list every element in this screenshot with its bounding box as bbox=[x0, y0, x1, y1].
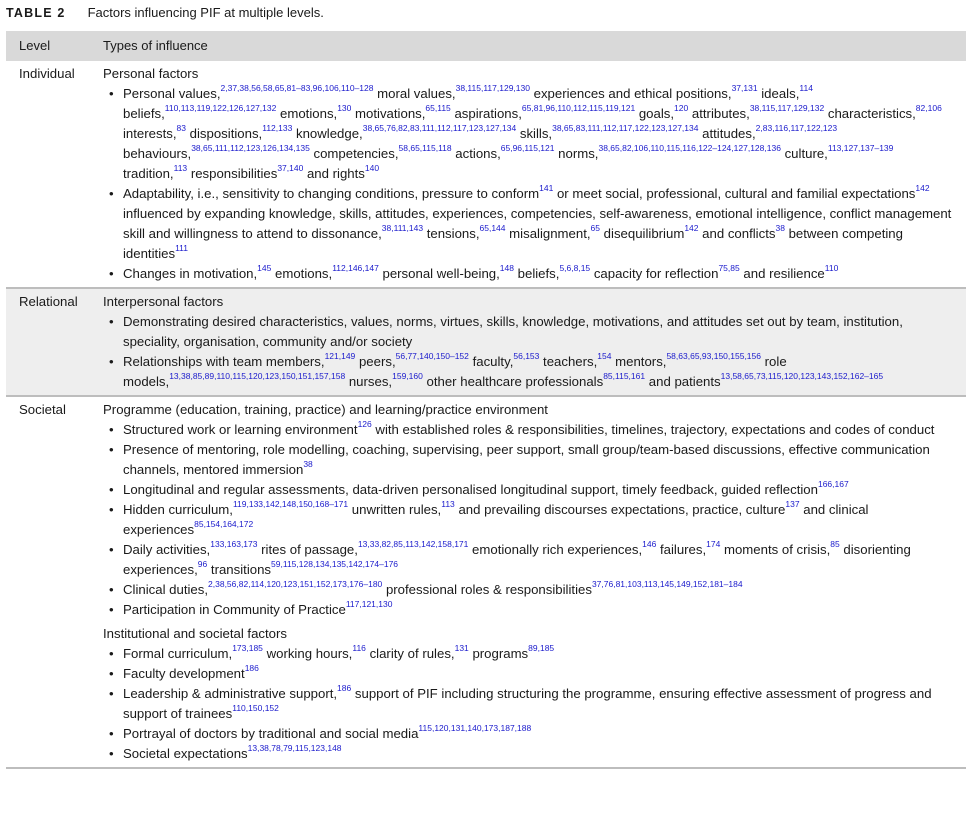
header-level: Level bbox=[19, 38, 51, 53]
item-text: Leadership & administrative support, bbox=[123, 686, 338, 701]
citation-ref[interactable]: 186 bbox=[244, 663, 259, 673]
citation-ref[interactable]: 166,167 bbox=[817, 479, 849, 489]
item-text: ideals, bbox=[757, 86, 800, 101]
item-text: capacity for reflection bbox=[590, 266, 719, 281]
item-text: support of PIF including structuring the programme, ensuring effective assessment of progress and support of trainees bbox=[123, 686, 932, 721]
citation-ref[interactable]: 82,106 bbox=[915, 103, 942, 113]
item-text: Relationships with team members, bbox=[123, 354, 325, 369]
item-text: experiences and ethical positions, bbox=[529, 86, 732, 101]
list-item bbox=[123, 580, 959, 600]
influence-cell bbox=[103, 397, 959, 767]
citation-ref[interactable]: 56,77,140,150–152 bbox=[395, 351, 469, 361]
list-item bbox=[123, 84, 959, 184]
list-item bbox=[123, 352, 959, 392]
item-text: and rights bbox=[303, 166, 365, 181]
item-text: Structured work or learning environment bbox=[123, 422, 358, 437]
citation-ref[interactable]: 112,133 bbox=[262, 123, 293, 133]
list-item bbox=[123, 744, 959, 764]
citation-ref[interactable]: 37,76,81,103,113,145,149,152,181–184 bbox=[591, 579, 743, 589]
citation-ref[interactable]: 38 bbox=[303, 459, 313, 469]
citation-ref[interactable]: 89,185 bbox=[528, 643, 555, 653]
group-title: Institutional and societal factors bbox=[103, 626, 287, 641]
item-text: responsibilities bbox=[187, 166, 278, 181]
item-text: and resilience bbox=[739, 266, 825, 281]
citation-ref[interactable]: 114 bbox=[799, 83, 813, 93]
item-text: goals, bbox=[635, 106, 675, 121]
item-text: transitions bbox=[207, 562, 272, 577]
item-text: Longitudinal and regular assessments, data-driven personalised longitudinal support, timely feedback, guided reflection bbox=[123, 482, 818, 497]
group-title: Personal factors bbox=[103, 66, 199, 81]
item-text: emotionally rich experiences, bbox=[468, 542, 643, 557]
citation-ref[interactable]: 110,113,119,122,126,127,132 bbox=[164, 103, 277, 113]
item-text: between competing identities bbox=[123, 226, 903, 261]
item-text: mentors, bbox=[611, 354, 667, 369]
influence-list bbox=[103, 644, 959, 764]
citation-ref[interactable]: 56,153 bbox=[513, 351, 540, 361]
item-text: clarity of rules, bbox=[365, 646, 455, 661]
item-text: interests, bbox=[123, 126, 177, 141]
item-text: culture, bbox=[780, 146, 828, 161]
citation-ref[interactable]: 115,120,131,140,173,187,188 bbox=[418, 723, 532, 733]
citation-ref[interactable]: 38 bbox=[775, 223, 785, 233]
citation-ref[interactable]: 13,38,85,89,110,115,120,123,150,151,157,158 bbox=[169, 371, 346, 381]
item-text: disequilibrium bbox=[600, 226, 685, 241]
item-text: other healthcare professionals bbox=[422, 374, 604, 389]
item-text: and conflicts bbox=[698, 226, 776, 241]
citation-ref[interactable]: 131 bbox=[454, 643, 469, 653]
level-cell: Societal bbox=[19, 402, 66, 417]
citation-ref[interactable]: 145 bbox=[257, 263, 272, 273]
item-text: beliefs, bbox=[123, 106, 165, 121]
citation-ref[interactable]: 148 bbox=[499, 263, 514, 273]
influence-list bbox=[103, 84, 959, 284]
citation-ref[interactable]: 65,96,115,121 bbox=[500, 143, 555, 153]
table-title: Factors influencing PIF at multiple levels. bbox=[87, 5, 324, 20]
citation-ref[interactable]: 121,149 bbox=[324, 351, 356, 361]
table-header bbox=[6, 31, 966, 61]
citation-ref[interactable]: 111 bbox=[175, 243, 188, 253]
level-cell: Individual bbox=[19, 66, 75, 81]
citation-ref[interactable]: 186 bbox=[337, 683, 352, 693]
item-text: Demonstrating desired characteristics, values, norms, virtues, skills, knowledge, motivations, and attitudes set out by team, institution, speciality, organisation, community and/or society bbox=[123, 314, 903, 349]
item-text: aspirations, bbox=[450, 106, 522, 121]
list-item bbox=[123, 644, 959, 664]
item-text: norms, bbox=[554, 146, 599, 161]
item-text: Participation in Community of Practice bbox=[123, 602, 346, 617]
citation-ref[interactable]: 13,58,65,73,115,120,123,143,152,162–165 bbox=[720, 371, 884, 381]
influence-cell bbox=[103, 61, 959, 287]
item-text: tradition, bbox=[123, 166, 174, 181]
citation-ref[interactable]: 113 bbox=[441, 499, 455, 509]
item-text: attributes, bbox=[688, 106, 750, 121]
list-item bbox=[123, 600, 959, 620]
pif-factors-table bbox=[6, 31, 966, 769]
item-text: emotions, bbox=[276, 106, 338, 121]
item-text: moral values, bbox=[373, 86, 456, 101]
citation-ref[interactable]: 173,185 bbox=[232, 643, 263, 653]
item-text: motivations, bbox=[351, 106, 426, 121]
citation-ref[interactable]: 113,127,137–139 bbox=[827, 143, 894, 153]
item-text: disorienting experiences, bbox=[123, 542, 911, 577]
item-text: Societal expectations bbox=[123, 746, 248, 761]
citation-ref[interactable]: 146 bbox=[642, 539, 657, 549]
citation-ref[interactable]: 38,111,143 bbox=[381, 223, 424, 233]
item-text: or meet social, professional, cultural and familial expectations bbox=[553, 186, 916, 201]
influence-list bbox=[103, 312, 959, 392]
item-text: Hidden curriculum, bbox=[123, 502, 233, 517]
citation-ref[interactable]: 159,160 bbox=[392, 371, 423, 381]
item-text: characteristics, bbox=[824, 106, 916, 121]
list-item bbox=[123, 500, 959, 540]
citation-ref[interactable]: 140 bbox=[364, 163, 380, 173]
citation-ref[interactable]: 142 bbox=[915, 183, 930, 193]
citation-ref[interactable]: 38,65,76,82,83,111,112,117,123,127,134 bbox=[362, 123, 517, 133]
citation-ref[interactable]: 37,131 bbox=[731, 83, 758, 93]
item-text: knowledge, bbox=[292, 126, 363, 141]
list-item bbox=[123, 420, 959, 440]
item-text: nurses, bbox=[345, 374, 393, 389]
citation-ref[interactable]: 38,65,82,106,110,115,116,122–124,127,128,136 bbox=[598, 143, 781, 153]
citation-ref[interactable]: 13,38,78,79,115,123,148 bbox=[247, 743, 342, 753]
citation-ref[interactable]: 5,6,8,15 bbox=[559, 263, 591, 273]
table-caption bbox=[6, 5, 324, 20]
table-body bbox=[6, 61, 966, 769]
citation-ref[interactable]: 112,146,147 bbox=[332, 263, 379, 273]
citation-ref[interactable]: 2,38,56,82,114,120,123,151,152,173,176–180 bbox=[208, 579, 383, 589]
item-text: behaviours, bbox=[123, 146, 192, 161]
item-text: role models, bbox=[123, 354, 787, 389]
citation-ref[interactable]: 65,81,96,110,112,115,119,121 bbox=[521, 103, 636, 113]
citation-ref[interactable]: 120 bbox=[674, 103, 689, 113]
citation-ref[interactable]: 38,65,83,111,112,117,122,123,127,134 bbox=[552, 123, 699, 133]
item-text: teachers, bbox=[539, 354, 598, 369]
citation-ref[interactable]: 117,121,130 bbox=[345, 599, 393, 609]
group-title: Programme (education, training, practice) and learning/practice environment bbox=[103, 402, 548, 417]
item-text: and prevailing discourses expectations, practice, culture bbox=[454, 502, 786, 517]
item-text: attitudes, bbox=[698, 126, 756, 141]
table-row-individual bbox=[6, 61, 966, 289]
citation-ref[interactable]: 85 bbox=[830, 539, 840, 549]
citation-ref[interactable]: 154 bbox=[597, 351, 612, 361]
item-text: Faculty development bbox=[123, 666, 245, 681]
header-types: Types of influence bbox=[103, 38, 208, 53]
item-text: Portrayal of doctors by traditional and social media bbox=[123, 726, 419, 741]
item-text: programs bbox=[468, 646, 529, 661]
item-text: unwritten rules, bbox=[348, 502, 442, 517]
citation-ref[interactable]: 65,144 bbox=[479, 223, 506, 233]
table-row-societal bbox=[6, 397, 966, 769]
citation-ref[interactable]: 110 bbox=[824, 263, 839, 273]
item-text: faculty, bbox=[468, 354, 514, 369]
table-label: TABLE 2 bbox=[6, 6, 66, 20]
citation-ref[interactable]: 85,154,164,172 bbox=[194, 519, 254, 529]
item-text: Presence of mentoring, role modelling, coaching, supervising, peer support, small group/team-based discussions, effective communication channels, mentored immersion bbox=[123, 442, 930, 477]
citation-ref[interactable]: 65,115 bbox=[425, 103, 451, 113]
list-item bbox=[123, 684, 959, 724]
item-text: misalignment, bbox=[505, 226, 591, 241]
item-text: rites of passage, bbox=[257, 542, 358, 557]
citation-ref[interactable]: 119,133,142,148,150,168–171 bbox=[232, 499, 349, 509]
item-text: and patients bbox=[645, 374, 721, 389]
citation-ref[interactable]: 85,115,161 bbox=[603, 371, 646, 381]
item-text: beliefs, bbox=[513, 266, 560, 281]
item-text: Adaptability, i.e., sensitivity to changing conditions, pressure to conform bbox=[123, 186, 540, 201]
citation-ref[interactable]: 75,85 bbox=[718, 263, 740, 273]
item-text: professional roles & responsibilities bbox=[382, 582, 592, 597]
group-title: Interpersonal factors bbox=[103, 294, 224, 309]
citation-ref[interactable]: 130 bbox=[337, 103, 352, 113]
influence-cell bbox=[103, 289, 959, 395]
item-text: working hours, bbox=[262, 646, 353, 661]
list-item bbox=[123, 724, 959, 744]
citation-ref[interactable]: 110,150,152 bbox=[232, 703, 279, 713]
citation-ref[interactable]: 58,63,65,93,150,155,156 bbox=[666, 351, 761, 361]
citation-ref[interactable]: 65 bbox=[590, 223, 601, 233]
citation-ref[interactable]: 58,65,115,118 bbox=[398, 143, 452, 153]
citation-ref[interactable]: 174 bbox=[706, 539, 721, 549]
item-text: peers, bbox=[355, 354, 396, 369]
item-text: Changes in motivation, bbox=[123, 266, 258, 281]
list-item bbox=[123, 480, 959, 500]
citation-ref[interactable]: 126 bbox=[357, 419, 372, 429]
list-item bbox=[123, 264, 959, 284]
list-item bbox=[123, 184, 959, 264]
list-item bbox=[123, 664, 959, 684]
citation-ref[interactable]: 113 bbox=[173, 163, 188, 173]
item-text: Formal curriculum, bbox=[123, 646, 233, 661]
item-text: emotions, bbox=[271, 266, 333, 281]
item-text: dispositions, bbox=[185, 126, 263, 141]
citation-ref[interactable]: 83 bbox=[176, 123, 186, 133]
citation-ref[interactable]: 137 bbox=[785, 499, 800, 509]
item-text: tensions, bbox=[423, 226, 480, 241]
citation-ref[interactable]: 59,115,128,134,135,142,174–176 bbox=[271, 559, 399, 569]
item-text: competencies, bbox=[309, 146, 399, 161]
citation-ref[interactable]: 141 bbox=[539, 183, 554, 193]
item-text: influenced by expanding knowledge, skills, attitudes, experiences, competencies, self-awareness, emotional intelligence, conflict management skill and willingness to attend to dissonance, bbox=[123, 206, 952, 241]
citation-ref[interactable]: 38,115,117,129,130 bbox=[455, 83, 530, 93]
item-text: Clinical duties, bbox=[123, 582, 209, 597]
list-item bbox=[123, 440, 959, 480]
citation-ref[interactable]: 116 bbox=[352, 643, 366, 653]
citation-ref[interactable]: 38,65,111,112,123,126,134,135 bbox=[191, 143, 310, 153]
list-item bbox=[123, 540, 959, 580]
citation-ref[interactable]: 2,83,116,117,122,123 bbox=[755, 123, 838, 133]
item-text: with established roles & responsibilities, timelines, trajectory, expectations and codes of conduct bbox=[371, 422, 935, 437]
citation-ref[interactable]: 96 bbox=[197, 559, 208, 569]
citation-ref[interactable]: 37,140 bbox=[277, 163, 304, 173]
list-item bbox=[123, 312, 959, 352]
item-text: and clinical experiences bbox=[123, 502, 869, 537]
influence-list bbox=[103, 420, 959, 620]
item-text: personal well-being, bbox=[378, 266, 500, 281]
citation-ref[interactable]: 142 bbox=[684, 223, 699, 233]
table-row-relational bbox=[6, 289, 966, 397]
level-cell: Relational bbox=[19, 294, 78, 309]
item-text: skills, bbox=[516, 126, 553, 141]
item-text: actions, bbox=[451, 146, 501, 161]
citation-ref[interactable]: 13,33,82,85,113,142,158,171 bbox=[357, 539, 469, 549]
item-text: failures, bbox=[656, 542, 707, 557]
citation-ref[interactable]: 38,115,117,129,132 bbox=[749, 103, 825, 113]
item-text: Personal values, bbox=[123, 86, 221, 101]
citation-ref[interactable]: 133,163,173 bbox=[210, 539, 258, 549]
item-text: Daily activities, bbox=[123, 542, 211, 557]
item-text: moments of crisis, bbox=[720, 542, 831, 557]
citation-ref[interactable]: 2,37,38,56,58,65,81–83,96,106,110–128 bbox=[220, 83, 374, 93]
